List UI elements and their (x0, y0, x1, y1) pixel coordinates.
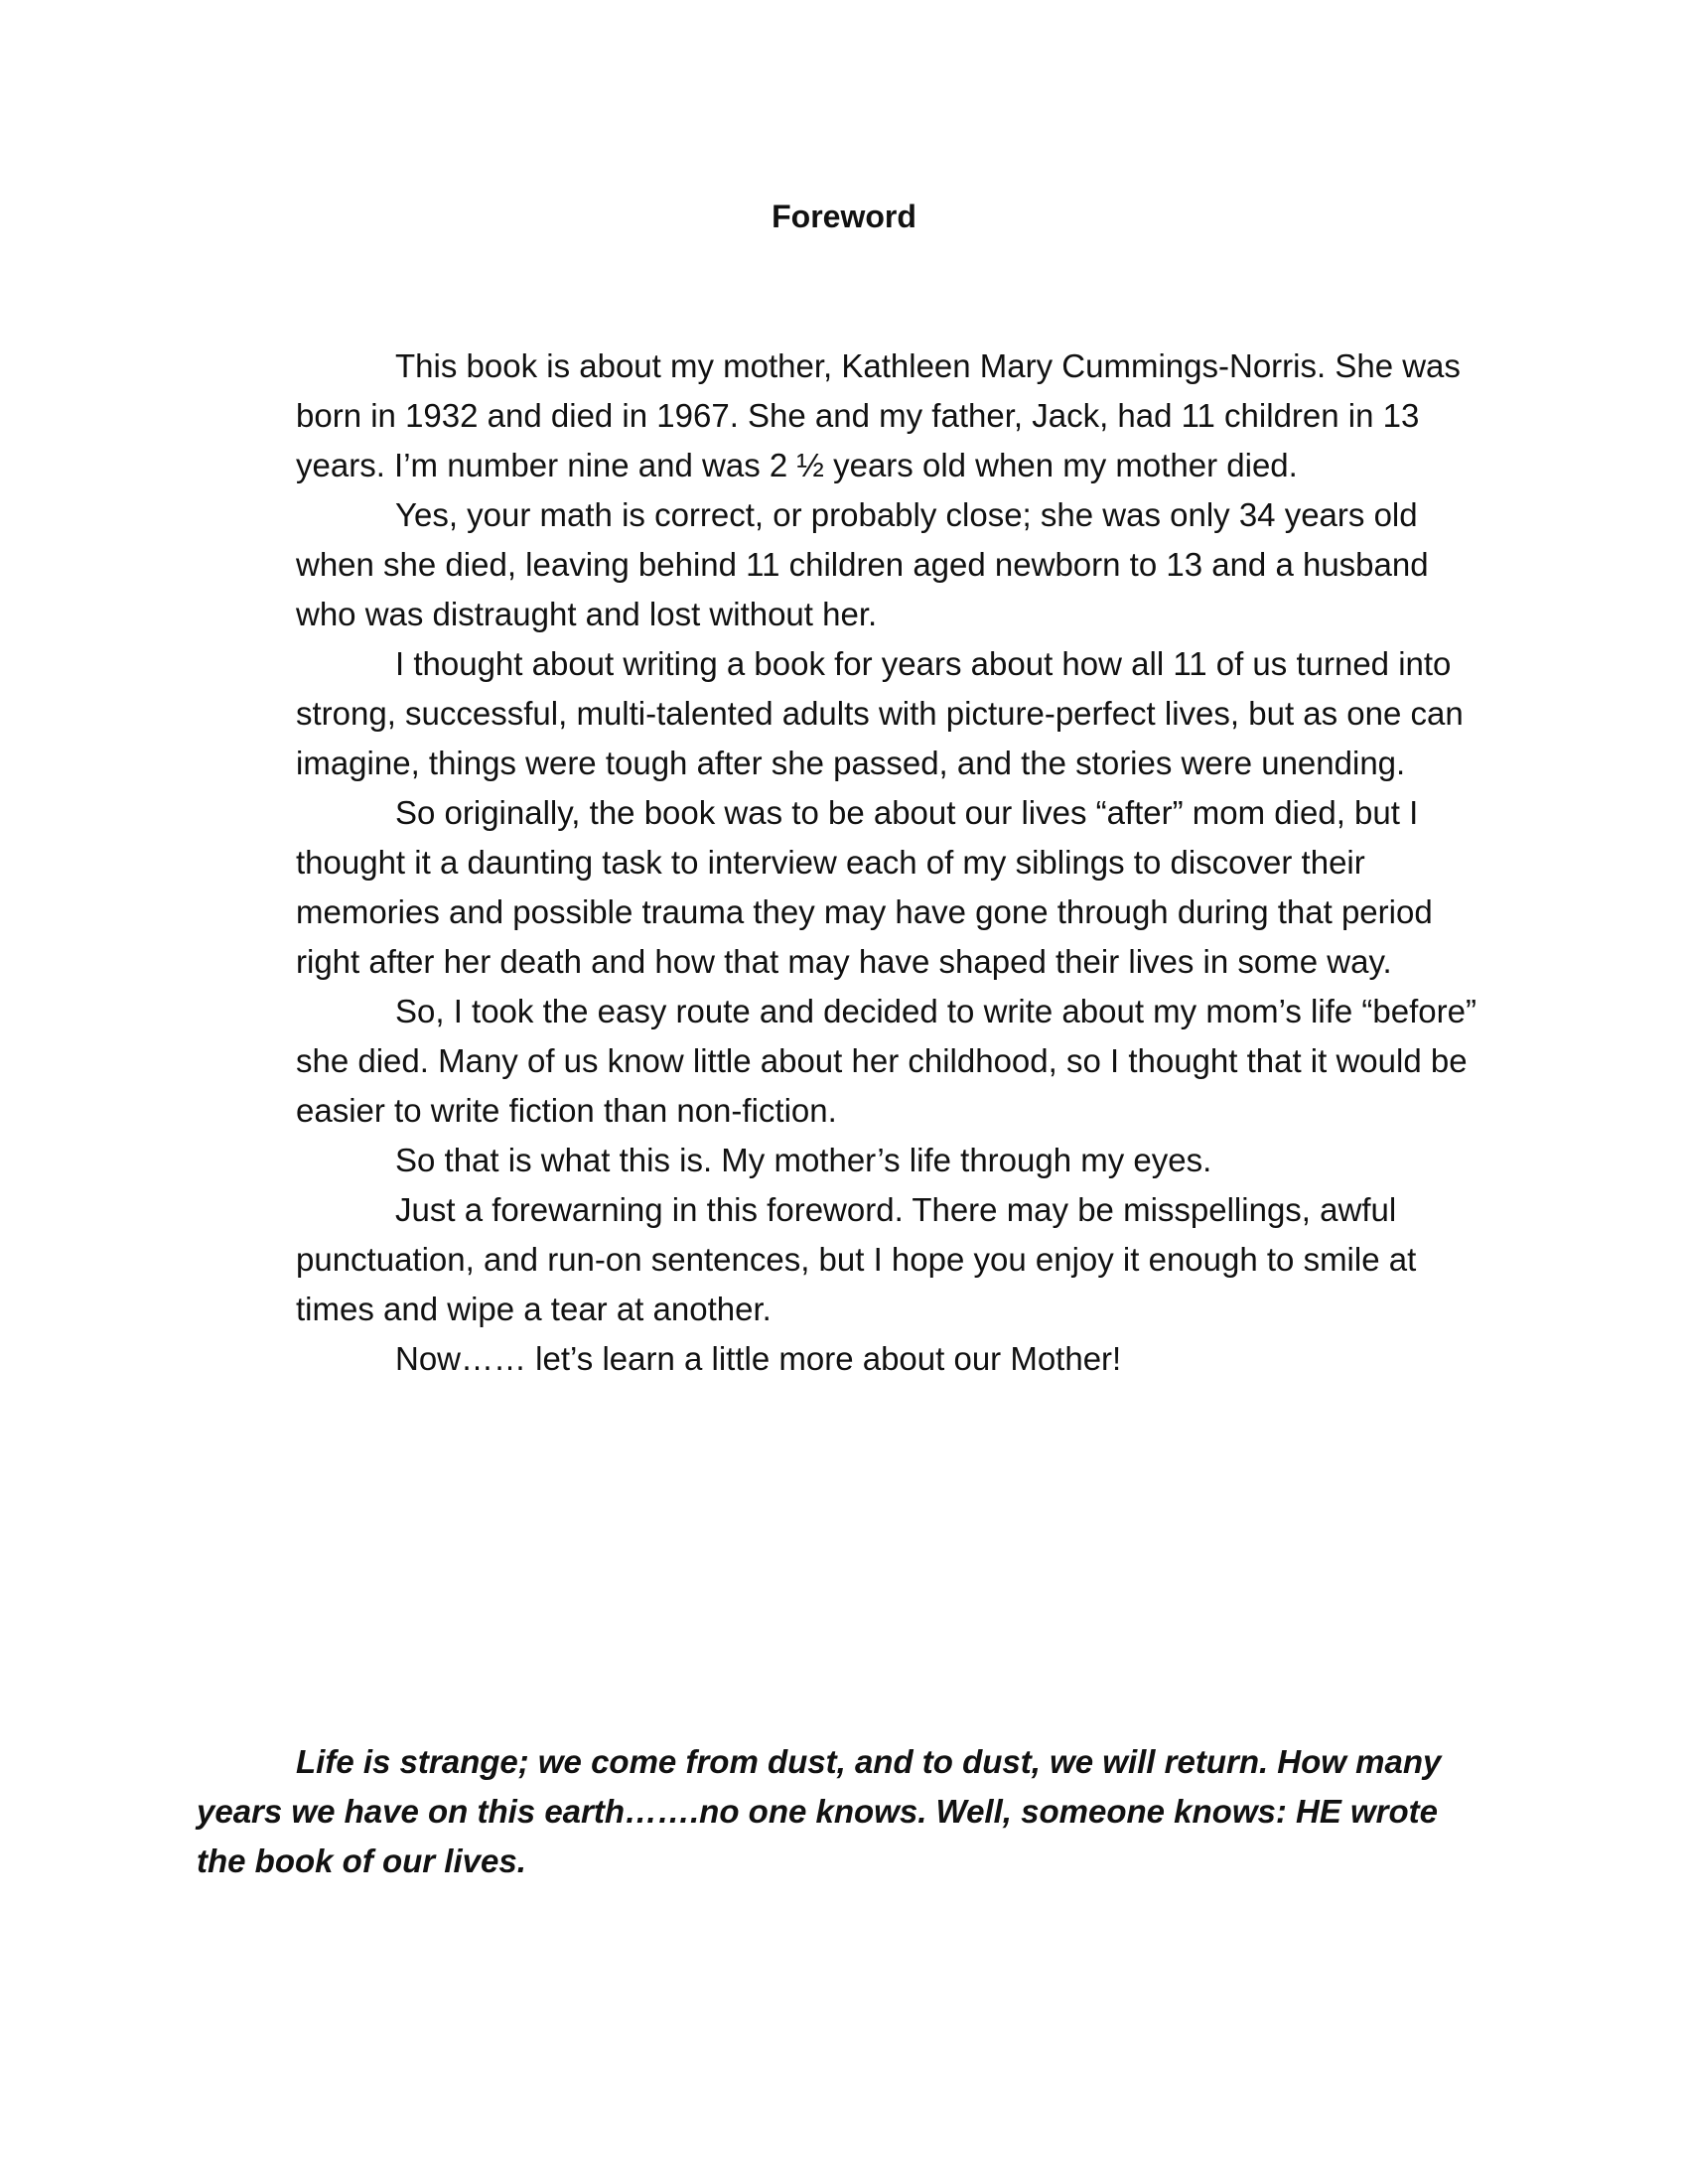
foreword-body (296, 341, 1487, 1384)
paragraph: So originally, the book was to be about our lives “after” mom died, but I thought it a daunting task to interview each of my siblings to discover their memories and possible trauma they may have gone through during that period right after her death and how that may have shaped their lives in some way. (296, 794, 1433, 980)
page-title: Foreword (772, 199, 916, 234)
paragraph: Yes, your math is correct, or probably close; she was only 34 years old when she died, leaving behind 11 children aged newborn to 13 and a husband who was distraught and lost without her. (296, 496, 1429, 632)
paragraph: I thought about writing a book for years about how all 11 of us turned into strong, successful, multi-talented adults with picture-perfect lives, but as one can imagine, things were tough after she passed, and the stories were unending. (296, 645, 1464, 781)
paragraph: So, I took the easy route and decided to write about my mom’s life “before” she died. Many of us know little about her childhood, so I thought that it would be easier to write fiction than non-fiction. (296, 993, 1477, 1129)
closing-quote: Life is strange; we come from dust, and to dust, we will return. How many years we have on this earth…….no one knows. Well, someone knows: HE wrote the book of our lives. (197, 1743, 1442, 1879)
paragraph: So that is what this is. My mother’s life through my eyes. (395, 1142, 1212, 1178)
paragraph: This book is about my mother, Kathleen Mary Cummings-Norris. She was born in 1932 and died in 1967. She and my father, Jack, had 11 children in 13 years. I’m number nine and was 2 ½ years old when my mother died. (296, 347, 1461, 483)
paragraph: Just a forewarning in this foreword. There may be misspellings, awful punctuation, and run-on sentences, but I hope you enjoy it enough to smile at times and wipe a tear at another. (296, 1191, 1417, 1327)
paragraph: Now…… let’s learn a little more about our Mother! (395, 1340, 1122, 1377)
